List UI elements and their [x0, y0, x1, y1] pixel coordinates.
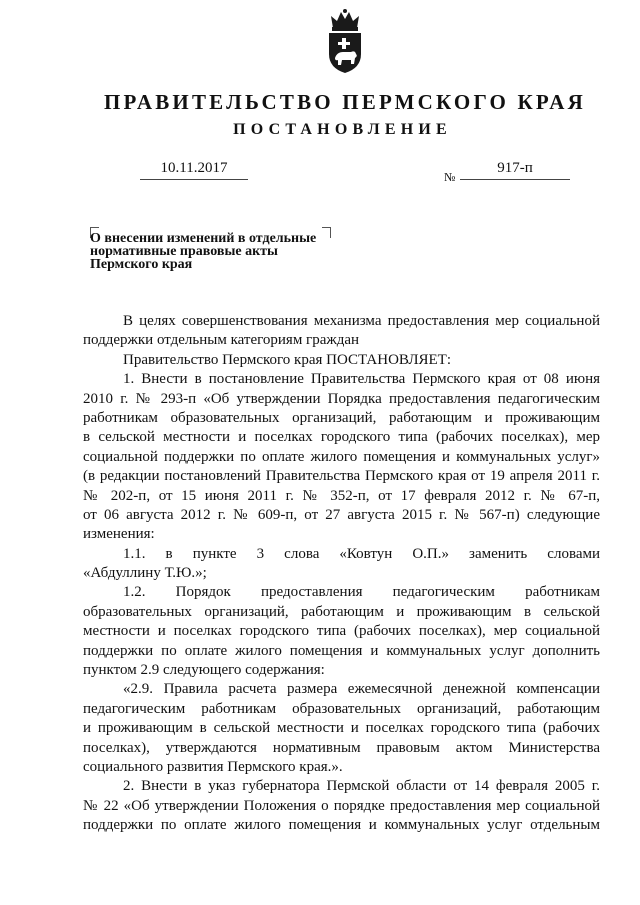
- body-line: 1.1. в пункте 3 слова «Ковтун О.П.» заменить словами: [123, 545, 600, 562]
- body-line: поселках), утверждаются нормативным правовым актом Министерства: [83, 739, 600, 756]
- body-line: работникам образовательных организаций, работающим и проживающим: [83, 409, 600, 426]
- subject-line: нормативные правовые акты: [90, 244, 278, 259]
- document-number: 917-п: [497, 160, 533, 176]
- body-line: 1.2. Порядок предоставления педагогическим работникам: [123, 584, 600, 601]
- body-line: от 06 августа 2012 г. № 609-п, от 27 августа 2015 г. № 567-п) следующие: [83, 506, 600, 523]
- body-line: социальной поддержки по оплате жилого помещения и коммунальных услуг»: [83, 448, 600, 465]
- body-line: «Абдуллину Т.Ю.»;: [83, 565, 207, 582]
- body-line: и проживающим в сельской местности и поселках городского типа (рабочих: [83, 720, 600, 737]
- subject-line: О внесении изменений в отдельные: [90, 231, 317, 246]
- body-line: социального развития Пермского края.».: [83, 758, 343, 775]
- number-underline: [460, 179, 570, 180]
- subject-line: Пермского края: [90, 257, 193, 272]
- body-line: В целях совершенствования механизма предоставления мер социальной: [123, 313, 600, 329]
- document-date: 10.11.2017: [160, 160, 228, 176]
- body-line: поддержки отдельным категориям граждан: [83, 332, 360, 349]
- body-line: 2010 г. № 293-п «Об утверждении Порядка предоставления педагогическим: [83, 390, 600, 407]
- body-line: 2. Внести в указ губернатора Пермской области от 14 февраля 2005 г.: [123, 778, 600, 795]
- body-line: местности и поселках городского типа (рабочих поселках), мер социальной: [83, 623, 600, 640]
- body-line: изменения:: [83, 526, 155, 543]
- date-underline: [140, 179, 248, 180]
- document-subject: [90, 232, 340, 271]
- coat-of-arms-icon: [325, 8, 365, 74]
- body-line: «2.9. Правила расчета размера ежемесячной денежной компенсации: [123, 681, 600, 698]
- body-line: педагогическим работникам образовательных организаций, работающим: [83, 700, 600, 717]
- body-line: пунктом 2.9 следующего содержания:: [83, 662, 325, 679]
- body-line: образовательных организаций, работающим и проживающим в сельской: [83, 603, 600, 620]
- body-line: Правительство Пермского края ПОСТАНОВЛЯЕТ:: [123, 351, 452, 368]
- number-sign: №: [444, 170, 456, 184]
- body-line: поддержки по оплате жилого помещения и коммунальных услуг дополнить: [83, 642, 600, 659]
- body-line: № 22 «Об утверждении Положения о порядке предоставления мер социальной: [83, 797, 600, 814]
- document-body: [83, 312, 600, 836]
- body-line: № 202-п, от 15 июня 2011 г. № 352-п, от 17 февраля 2012 г. № 67-п,: [83, 487, 600, 504]
- body-line: в сельской местности и поселках городского типа (рабочих поселках), мер: [83, 429, 600, 446]
- body-line: поддержки по оплате жилого помещения и коммунальных услуг отдельным: [83, 817, 600, 834]
- document-type: ПОСТАНОВЛЕНИЕ: [233, 121, 452, 138]
- body-line: 1. Внести в постановление Правительства Пермского края от 08 июня: [123, 371, 600, 388]
- issuing-authority: ПРАВИТЕЛЬСТВО ПЕРМСКОГО КРАЯ: [103, 90, 586, 114]
- body-line: (в редакции постановлений Правительства Пермского края от 19 апреля 2011 г.: [83, 468, 600, 485]
